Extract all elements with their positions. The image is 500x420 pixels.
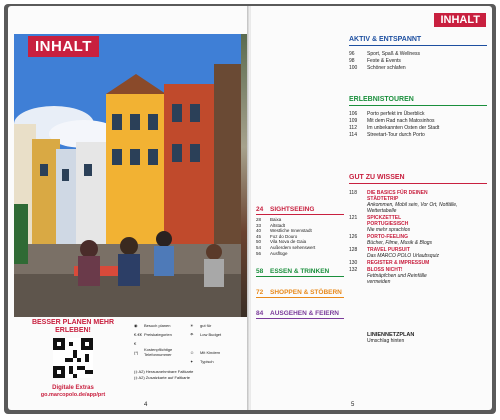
left-page — [8, 6, 249, 410]
list-item[interactable] — [256, 251, 344, 257]
entry-title: Westliche Innenstadt — [270, 228, 312, 234]
section-page: 84 — [256, 310, 264, 318]
list-item[interactable] — [349, 111, 489, 117]
inhalt-badge: INHALT — [28, 36, 99, 57]
page-number-right: 5 — [351, 402, 355, 408]
aktiv-list — [349, 50, 489, 71]
section-title: SIGHTSEEING — [270, 206, 315, 213]
entry-subtitle: Fettnäpfchen und Reinfälle vermeiden — [367, 273, 427, 285]
entry-subtitle: Nie mehr sprachlos — [367, 227, 411, 233]
entry-title: Vila Nova de Gaia — [270, 239, 307, 245]
entry-page: 100 — [349, 65, 358, 71]
entry-title: Außerdem sehenswert — [270, 244, 316, 250]
entry-title: Porto perfekt im Überblick — [367, 111, 425, 117]
legend-symbol: ☀ — [190, 323, 194, 328]
legend-symbol — [134, 357, 144, 366]
section-title: ESSEN & TRINKEN — [270, 268, 330, 276]
entry-page: 106 — [349, 111, 358, 117]
left-page-toc-lower — [256, 206, 344, 319]
legend-row — [134, 321, 244, 330]
legend-footnote: (‡ A2) Zusatzkarte auf Faltkarte — [134, 375, 191, 380]
legend-symbol: ☂ — [190, 332, 194, 337]
section-sightseeing[interactable] — [256, 206, 344, 213]
section-title: SHOPPEN & STÖBERN — [270, 289, 342, 297]
legend-symbol: €-€€€ — [134, 332, 143, 346]
page-number-left: 4 — [144, 402, 148, 408]
entry-title: Mit dem Rad nach Matosinhos — [367, 118, 435, 124]
entry-page: 109 — [349, 118, 358, 124]
promo-block — [28, 319, 118, 399]
entry-title: TRAVEL PURSUIT — [367, 247, 410, 253]
legend-row — [134, 357, 244, 366]
entry-page: 98 — [349, 58, 355, 64]
list-item[interactable] — [349, 190, 489, 214]
entry-title: Schöner schlafen — [367, 65, 406, 71]
section-shoppen[interactable] — [256, 289, 344, 296]
photo-illustration — [14, 34, 248, 317]
entry-title: DIE BASICS FÜR DEINEN STÄDTETRIP — [367, 190, 428, 202]
section-divider — [256, 297, 344, 298]
section-ausgehen[interactable] — [256, 310, 344, 317]
legend-label: Mit Kindern — [200, 350, 221, 355]
section-page: 24 — [256, 206, 264, 213]
legend-footnote: (‡ A2) Herausnehmbare Faltkarte — [134, 369, 194, 374]
legend — [134, 321, 244, 381]
list-item[interactable] — [349, 65, 489, 71]
linien-block[interactable] — [367, 332, 487, 344]
entry-title: Altstadt — [270, 222, 286, 228]
legend-row — [134, 330, 244, 348]
section-page: 72 — [256, 289, 264, 297]
entry-page: 128 — [349, 247, 358, 253]
entry-title: Baixa — [270, 217, 282, 222]
entry-page: 132 — [349, 267, 358, 273]
list-item[interactable] — [349, 58, 489, 64]
list-item[interactable] — [349, 118, 489, 124]
legend-symbol: ◉ — [134, 323, 138, 328]
list-item[interactable] — [349, 51, 489, 57]
entry-title: Ausflüge — [270, 250, 288, 256]
entry-page: 130 — [349, 260, 358, 266]
section-divider — [256, 214, 344, 215]
legend-label — [144, 357, 190, 366]
erlebnistouren-list — [349, 110, 489, 138]
right-page-header: INHALT — [434, 13, 486, 27]
section-divider — [349, 105, 487, 106]
entry-title: Feste & Events — [367, 58, 401, 64]
section-divider — [256, 276, 344, 277]
section-aktiv — [349, 36, 487, 47]
entry-subtitle: Ankommen, Mobil sein, Vor Ort, Notfälle, Wettertabelle — [367, 202, 458, 214]
entry-page: 45 — [256, 233, 262, 239]
promo-url-link[interactable]: go.marcopolo.de/app/prt — [40, 392, 106, 398]
list-item[interactable] — [349, 215, 489, 233]
list-item[interactable] — [349, 260, 489, 266]
section-title[interactable]: GUT ZU WISSEN — [349, 174, 405, 181]
entry-page: 54 — [256, 244, 262, 250]
legend-label: Low Budget — [200, 332, 222, 337]
porto-street-photo — [14, 34, 248, 317]
section-divider — [349, 183, 487, 184]
entry-page: 118 — [349, 190, 357, 196]
entry-page: 114 — [349, 132, 357, 138]
entry-page: 28 — [256, 217, 262, 222]
section-divider — [349, 45, 487, 46]
entry-page: 33 — [256, 222, 262, 228]
list-item[interactable] — [349, 234, 489, 246]
promo-subtitle: Digitale Extras — [52, 385, 94, 391]
gut-zu-wissen-list — [349, 189, 489, 285]
entry-page: 96 — [349, 51, 355, 57]
list-item[interactable] — [349, 247, 489, 259]
entry-subtitle: Das MARCO POLO Urlaubsquiz — [367, 253, 439, 259]
list-item[interactable] — [349, 125, 489, 131]
section-title[interactable]: AKTIV & ENTSPANNT — [349, 36, 422, 43]
section-page: 58 — [256, 268, 264, 276]
legend-label: Kostenpflichtige Telefonnummer — [144, 347, 173, 357]
linien-sub: Umschlag hinten — [367, 338, 405, 344]
legend-label: Preiskategorien — [144, 332, 172, 337]
section-gut-zu-wissen — [349, 174, 487, 185]
section-title: AUSGEHEN & FEIERN — [270, 310, 339, 318]
list-item[interactable] — [349, 132, 489, 138]
list-item[interactable] — [349, 267, 489, 285]
entry-page: 126 — [349, 234, 358, 240]
entry-title: Foz do Douro — [270, 233, 298, 239]
section-essen[interactable] — [256, 268, 344, 275]
entry-title: Im unbekannten Osten der Stadt — [367, 125, 440, 131]
entry-title: PORTO-FEELING — [367, 234, 409, 240]
entry-page: 50 — [256, 239, 262, 245]
legend-row — [134, 348, 244, 357]
entry-page: 56 — [256, 250, 262, 256]
entry-title: BLOSS NICHT! — [367, 267, 403, 273]
entry-page: 121 — [349, 215, 358, 221]
qr-code-icon[interactable] — [53, 338, 93, 378]
legend-label: Typisch — [200, 359, 214, 364]
entry-title: SPICKZETTEL PORTUGIESISCH — [367, 215, 409, 227]
section-title[interactable]: ERLEBNISTOUREN — [349, 96, 414, 103]
linien-title: LINIENNETZPLAN — [367, 332, 415, 338]
legend-symbol: ✦ — [190, 359, 194, 364]
entry-title: REGISTER & IMPRESSUM — [367, 260, 430, 266]
entry-title: Sport, Spaß & Wellness — [367, 51, 420, 57]
legend-label: gut für — [200, 323, 212, 328]
entry-page: 40 — [256, 228, 262, 234]
section-erlebnistouren — [349, 96, 487, 107]
section-divider — [256, 318, 344, 319]
entry-page: 112 — [349, 125, 357, 131]
legend-symbol: (*) — [134, 350, 139, 355]
promo-title: BESSER PLANEN MEHR ERLEBEN! — [31, 319, 115, 334]
legend-label: Besuch planen — [144, 323, 171, 328]
entry-title: Streetart-Tour durch Porto — [367, 132, 425, 138]
entry-subtitle: Bücher, Filme, Musik & Blogs — [367, 240, 433, 246]
legend-symbol: ☺ — [190, 350, 195, 355]
